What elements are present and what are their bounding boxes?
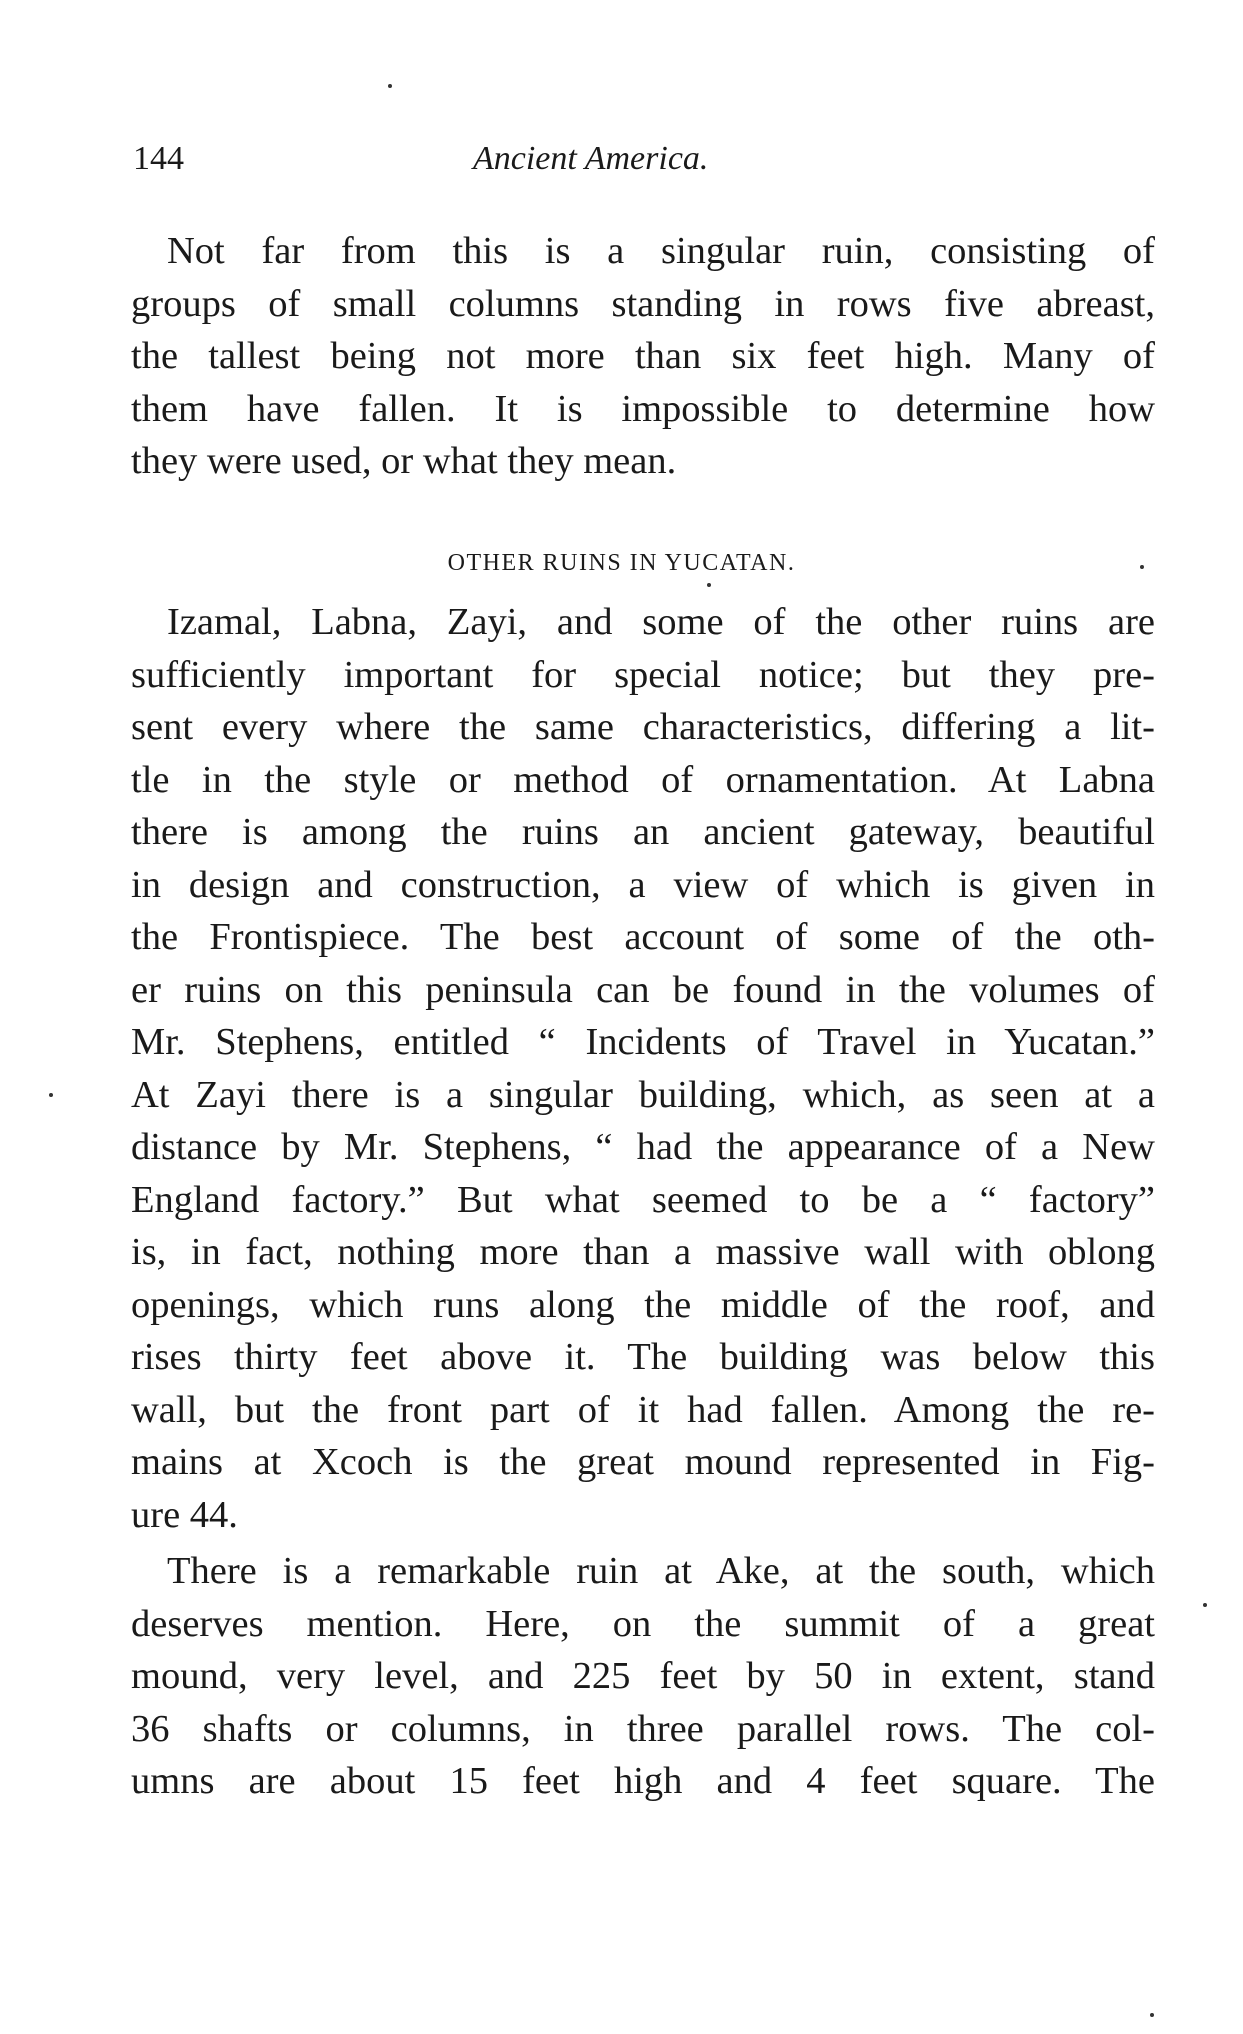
page-header: [133, 140, 1153, 190]
text-line: in design and construction, a view of which is given in: [131, 863, 1155, 906]
page-number: 144: [133, 140, 184, 177]
text-line: 36 shafts or columns, in three parallel rows. The col-: [131, 1707, 1155, 1750]
text-line: they were used, or what they mean.: [131, 440, 677, 482]
scan-speck: [388, 84, 392, 88]
paragraph-yucatan-ruins: [131, 596, 1155, 1541]
text-line: Not far from this is a singular ruin, consisting of: [167, 230, 1155, 272]
section-heading: OTHER RUINS IN YUCATAN.: [447, 550, 796, 576]
text-line: wall, but the front part of it had fallen. Among the re-: [131, 1388, 1155, 1431]
text-line: deserves mention. Here, on the summit of a great: [131, 1602, 1155, 1645]
text-line: rises thirty feet above it. The building was below this: [131, 1336, 1155, 1378]
text-line: Izamal, Labna, Zayi, and some of the other ruins are: [167, 601, 1155, 643]
text-line: mound, very level, and 225 feet by 50 in extent, stand: [131, 1655, 1155, 1697]
text-line: distance by Mr. Stephens, “ had the appearance of a New: [131, 1126, 1155, 1168]
text-line: groups of small columns standing in rows five abreast,: [131, 282, 1155, 325]
text-line: At Zayi there is a singular building, which, as seen at a: [131, 1073, 1155, 1116]
text-line: er ruins on this peninsula can be found in the volumes of: [131, 968, 1155, 1011]
paragraph-ake-ruin: [131, 1545, 1155, 1808]
paragraph-columns-ruin: [131, 225, 1155, 488]
scan-speck: [1150, 2013, 1154, 2017]
running-title: Ancient America.: [473, 140, 709, 177]
text-line: umns are about 15 feet high and 4 feet square. The: [131, 1760, 1155, 1802]
text-line: tle in the style or method of ornamentation. At Labna: [131, 758, 1155, 801]
text-line: ure 44.: [131, 1493, 238, 1536]
text-line: the Frontispiece. The best account of some of the oth-: [131, 916, 1155, 958]
text-line: There is a remarkable ruin at Ake, at the south, which: [167, 1550, 1155, 1592]
scan-speck: [1140, 565, 1144, 569]
scan-speck: [707, 583, 711, 587]
text-line: them have fallen. It is impossible to determine how: [131, 387, 1155, 430]
text-line: is, in fact, nothing more than a massive wall with oblong: [131, 1231, 1155, 1273]
text-line: there is among the ruins an ancient gateway, beautiful: [131, 811, 1155, 853]
text-line: openings, which runs along the middle of the roof, and: [131, 1283, 1155, 1326]
text-line: England factory.” But what seemed to be a “ factory”: [131, 1178, 1155, 1221]
text-line: sent every where the same characteristics, differing a lit-: [131, 706, 1155, 748]
scan-speck: [49, 1093, 53, 1097]
scan-speck: [1203, 1603, 1207, 1607]
text-line: mains at Xcoch is the great mound represented in Fig-: [131, 1441, 1155, 1483]
text-line: the tallest being not more than six feet high. Many of: [131, 335, 1155, 377]
text-line: Mr. Stephens, entitled “ Incidents of Travel in Yucatan.”: [131, 1021, 1155, 1063]
text-line: sufficiently important for special notice; but they pre-: [131, 653, 1155, 696]
